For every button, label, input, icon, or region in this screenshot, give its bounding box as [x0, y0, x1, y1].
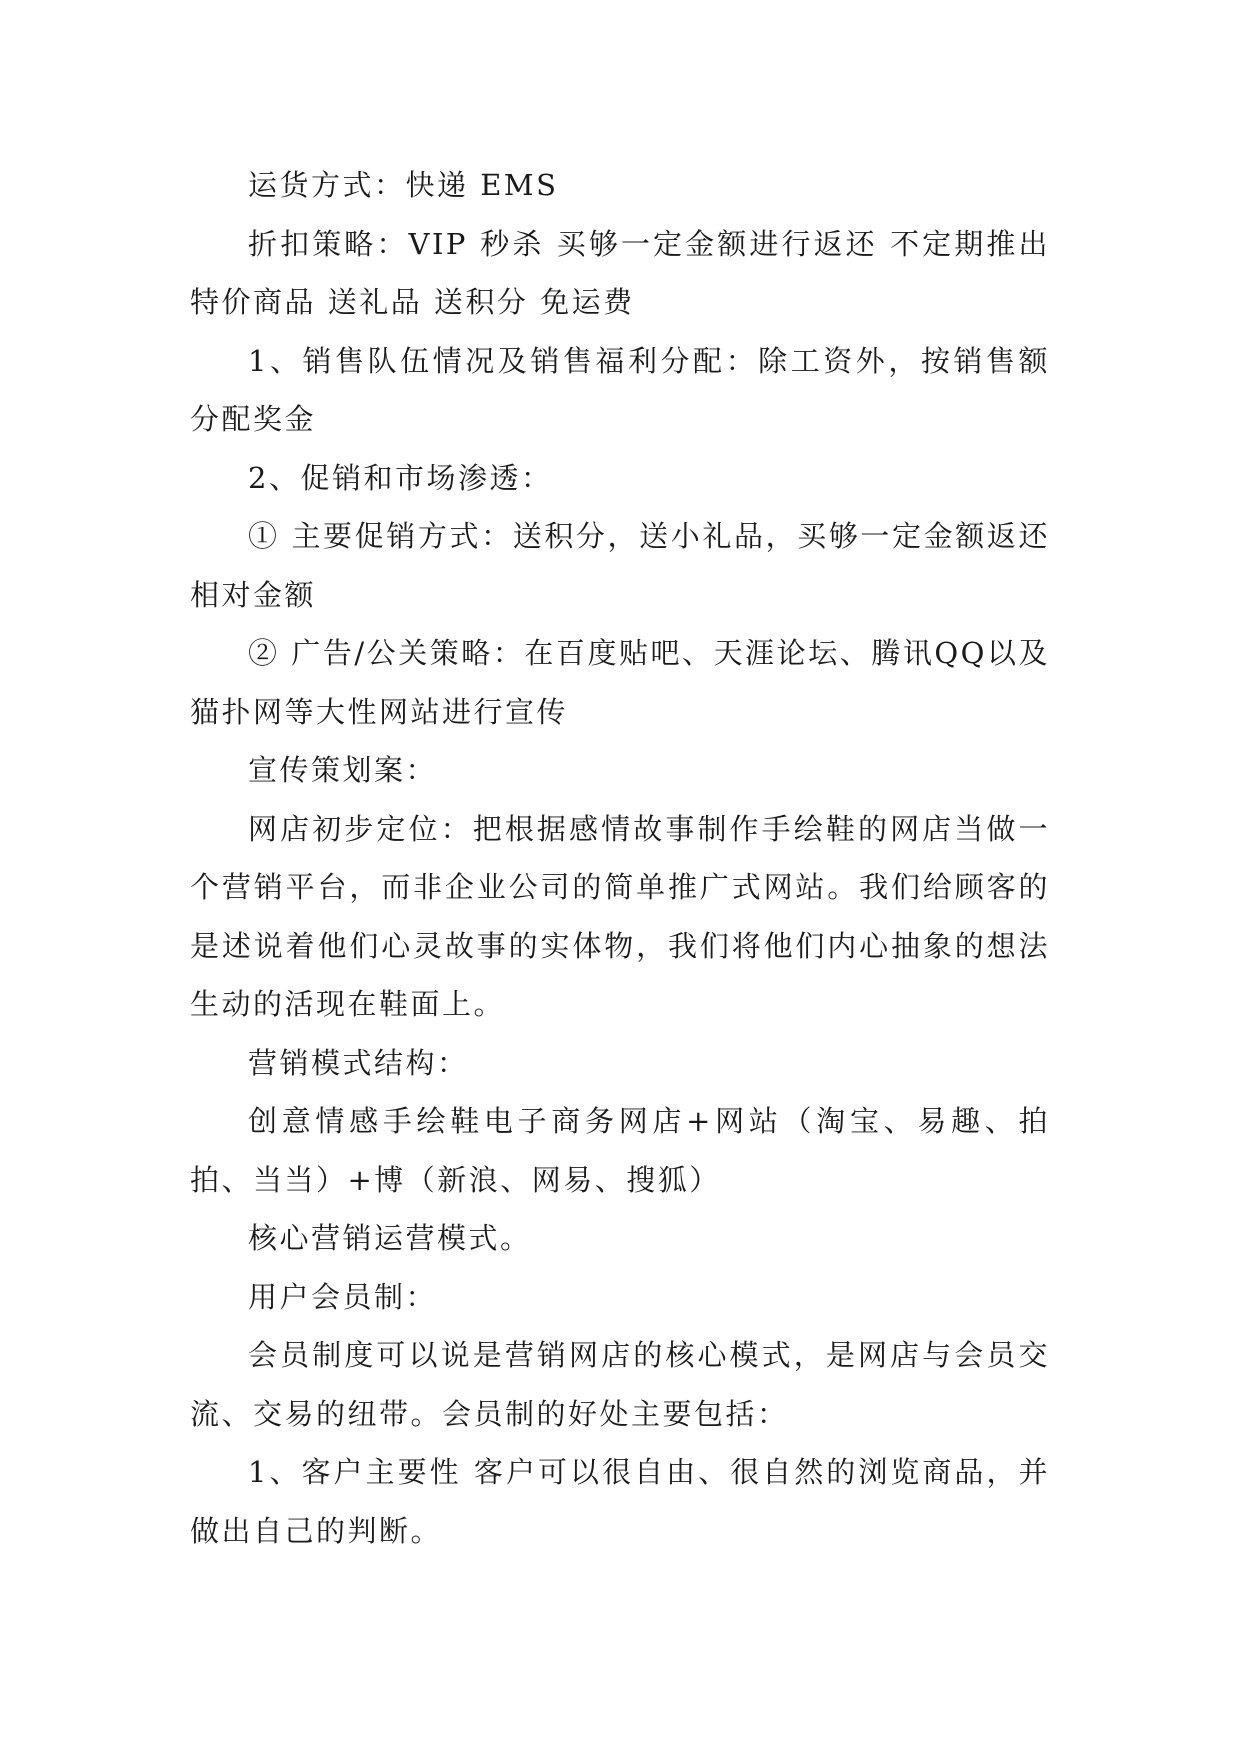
paragraph-store-positioning: 网店初步定位：把根据感情故事制作手绘鞋的网店当做一个营销平台，而非企业公司的简单推广式网站。我们给顾客的是述说着他们心灵故事的实体物，我们将他们内心抽象的想法生动的活现在鞋面上。	[190, 811, 1050, 1021]
paragraph-sales-team: 1、销售队伍情况及销售福利分配：除工资外，按销售额分配奖金	[190, 343, 1050, 436]
paragraph-publicity-plan-heading: 宣传策划案：	[248, 753, 438, 787]
paragraph-marketing-structure-heading: 营销模式结构：	[248, 1045, 469, 1080]
paragraph-customer-priority: 1、客户主要性 客户可以很自由、很自然的浏览商品，并做出自己的判断。	[190, 1455, 1050, 1548]
paragraph-advertising-strategy: ② 广告/公关策略：在百度贴吧、天涯论坛、腾讯QQ以及猫扑网等大性网站进行宣传	[190, 636, 1050, 729]
paragraph-promotion-heading: 2、促销和市场渗透：	[248, 460, 553, 495]
paragraph-membership-system: 会员制度可以说是营销网店的核心模式，是网店与会员交流、交易的纽带。会员制的好处主要包括：	[190, 1338, 1050, 1431]
paragraph-marketing-structure: 创意情感手绘鞋电子商务网店+网站（淘宝、易趣、拍拍、当当）+博（新浪、网易、搜狐）	[190, 1104, 1050, 1197]
paragraph-membership-heading: 用户会员制：	[248, 1279, 438, 1314]
document-body	[190, 156, 1050, 1560]
paragraph-shipping-method: 运货方式：快递 EMS	[248, 168, 559, 202]
paragraph-discount-strategy: 折扣策略：VIP 秒杀 买够一定金额进行返还 不定期推出特价商品 送礼品 送积分 免运费	[190, 226, 1050, 319]
paragraph-main-promotion: ① 主要促销方式：送积分，送小礼品，买够一定金额返还相对金额	[190, 519, 1050, 612]
paragraph-core-model: 核心营销运营模式。	[248, 1221, 532, 1255]
